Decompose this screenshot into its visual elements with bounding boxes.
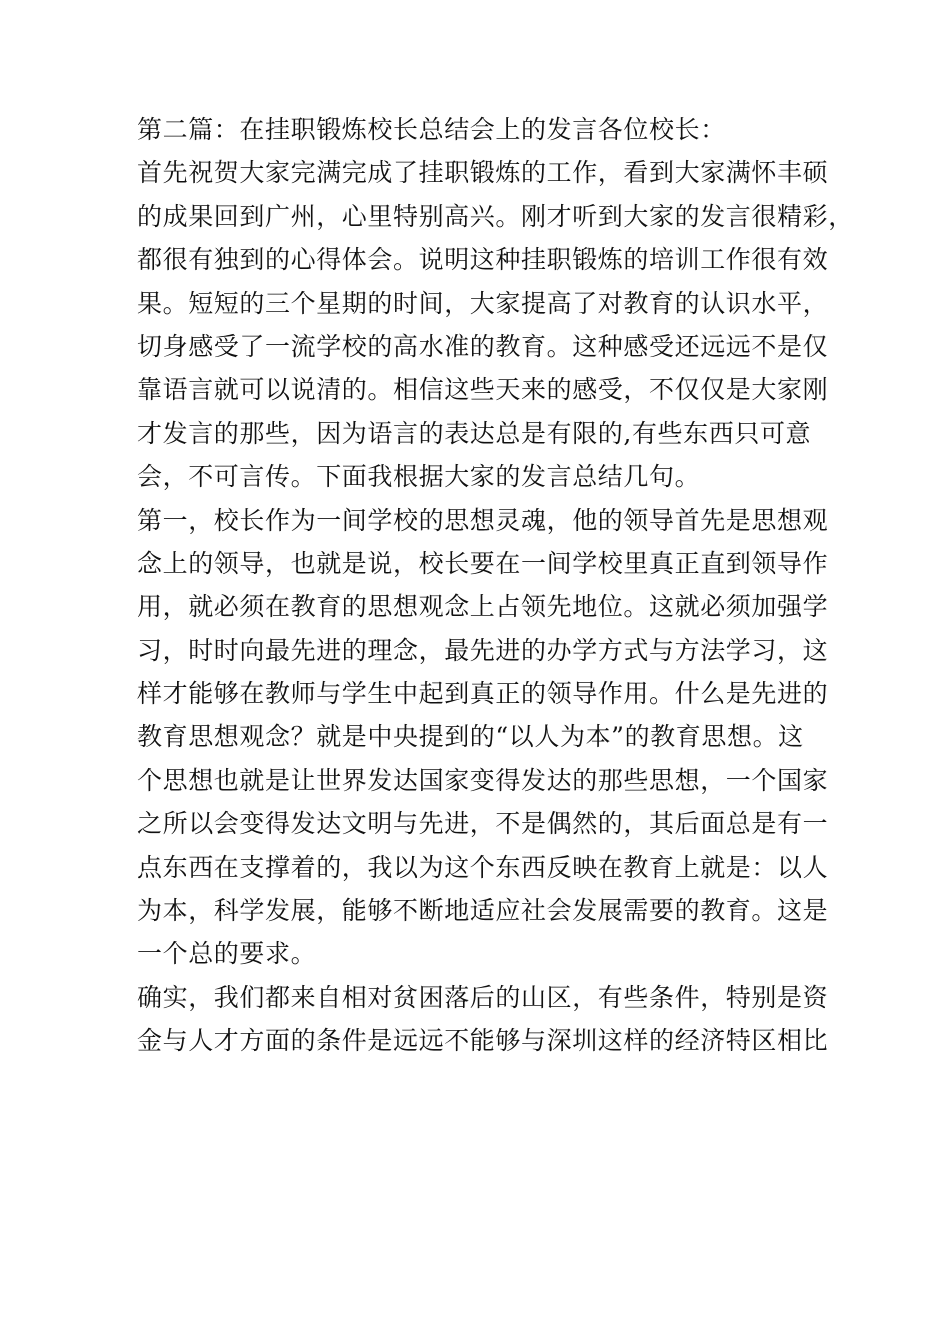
text-line: 念上的领导，也就是说，校长要在一间学校里真正直到领导作: [137, 548, 829, 578]
document-body: [137, 108, 854, 1063]
text-line: 的成果回到广州，心里特别高兴。刚才听到大家的发言很精彩，: [137, 201, 854, 231]
text-line: 才发言的那些，因为语言的表达总是有限的,有些东西只可意: [137, 418, 812, 448]
text-line: 为本，科学发展，能够不断地适应社会发展需要的教育。这是: [137, 896, 829, 926]
text-line: 金与人才方面的条件是远远不能够与深圳这样的经济特区相比: [137, 1026, 829, 1056]
text-line: 首先祝贺大家完满完成了挂职锻炼的工作，看到大家满怀丰硕: [137, 158, 829, 188]
text-line: 确实，我们都来自相对贫困落后的山区，有些条件，特别是资: [137, 982, 829, 1012]
text-line: 个思想也就是让世界发达国家变得发达的那些思想，一个国家: [137, 765, 829, 795]
text-line: 都很有独到的心得体会。说明这种挂职锻炼的培训工作很有效: [137, 245, 829, 275]
text-line: 习，时时向最先进的理念，最先进的办学方式与方法学习，这: [137, 635, 829, 665]
text-line: 用，就必须在教育的思想观念上占领先地位。这就必须加强学: [137, 592, 829, 622]
text-line: 果。短短的三个星期的时间，大家提高了对教育的认识水平，: [137, 288, 829, 318]
text-line: 切身感受了一流学校的高水准的教育。这种感受还远远不是仅: [137, 331, 829, 361]
text-line: 教育思想观念？就是中央提到的“以人为本”的教育思想。这: [137, 722, 804, 752]
text-line: 第一，校长作为一间学校的思想灵魂，他的领导首先是思想观: [137, 505, 829, 535]
text-line: 靠语言就可以说清的。相信这些天来的感受，不仅仅是大家刚: [137, 375, 829, 405]
text-line: 样才能够在教师与学生中起到真正的领导作用。什么是先进的: [137, 679, 829, 709]
text-line: 之所以会变得发达文明与先进，不是偶然的，其后面总是有一: [137, 809, 829, 839]
text-line: 第二篇：在挂职锻炼校长总结会上的发言各位校长：: [137, 115, 726, 144]
text-line: 会，不可言传。下面我根据大家的发言总结几句。: [137, 462, 701, 492]
text-line: 点东西在支撑着的，我以为这个东西反映在教育上就是：以人: [137, 852, 829, 882]
text-line: 一个总的要求。: [137, 939, 317, 969]
